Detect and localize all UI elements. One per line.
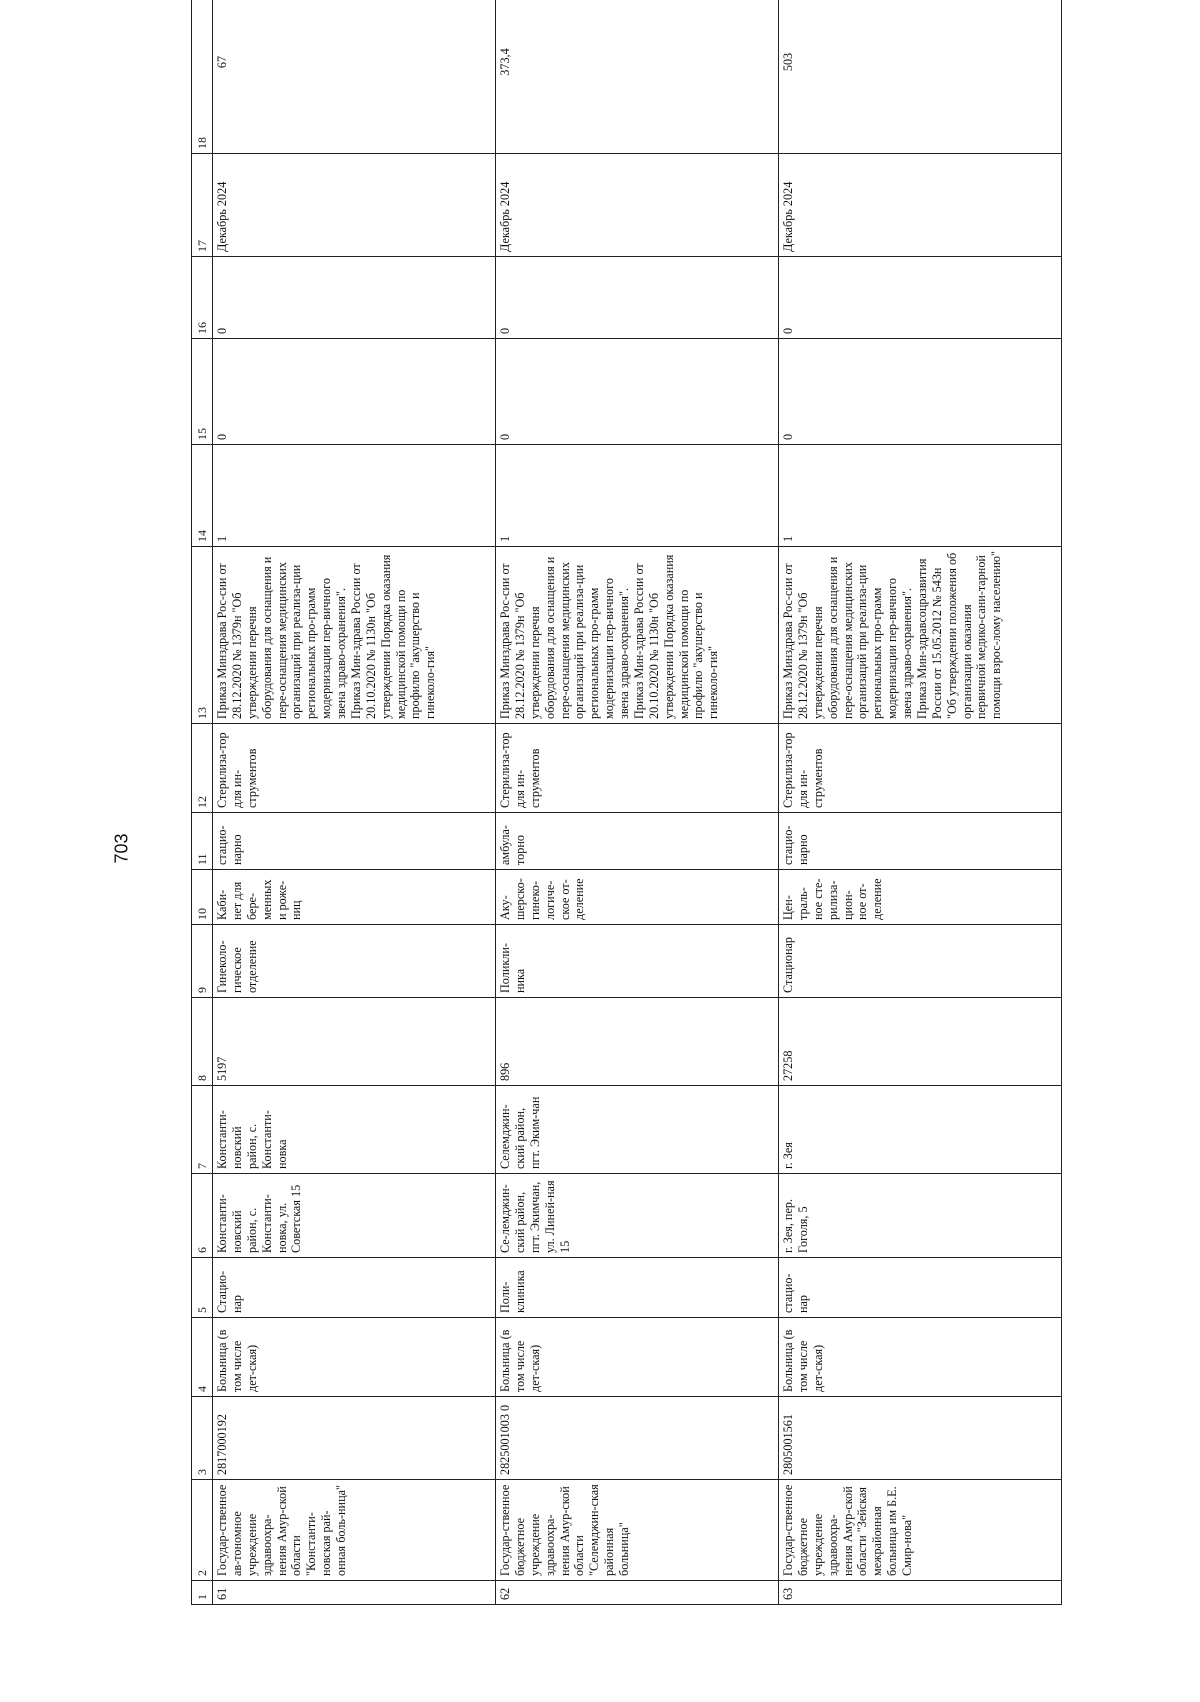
col-header: 1 <box>192 1581 213 1605</box>
cell-room: Аку-шерско-гинеко-логиче-ское от-деление <box>496 870 779 925</box>
table-row <box>779 0 1062 1605</box>
equipment-table <box>191 0 1062 1605</box>
cell-value-15: 0 <box>213 339 496 445</box>
col-header: 12 <box>192 724 213 813</box>
cell-amount: 503 <box>779 0 1062 154</box>
cell-inn: 2825001003 0 <box>496 1397 779 1480</box>
cell-quantity: 1 <box>496 445 779 547</box>
col-header: 16 <box>192 257 213 339</box>
cell-unit-type: Поли-клиника <box>496 1258 779 1318</box>
cell-deadline: Декабрь 2024 <box>213 154 496 257</box>
cell-row-number: 63 <box>779 1581 1062 1605</box>
col-header: 6 <box>192 1174 213 1258</box>
col-header: 9 <box>192 925 213 998</box>
cell-facility-type: Больница (в том числе дет-ская) <box>213 1318 496 1397</box>
col-header: 10 <box>192 870 213 925</box>
cell-inn: 2817000192 <box>213 1397 496 1480</box>
cell-population: 27258 <box>779 998 1062 1086</box>
cell-deadline: Декабрь 2024 <box>779 154 1062 257</box>
cell-amount: 373,4 <box>496 0 779 154</box>
cell-inn: 2805001561 <box>779 1397 1062 1480</box>
cell-value-16: 0 <box>213 257 496 339</box>
cell-address: г. Зея, пер. Гоголя, 5 <box>779 1174 1062 1258</box>
col-header: 3 <box>192 1397 213 1480</box>
col-header: 17 <box>192 154 213 257</box>
cell-population: 5197 <box>213 998 496 1086</box>
cell-address: Константи-новский район, с. Константи-новка, ул. Советская 15 <box>213 1174 496 1258</box>
col-header: 15 <box>192 339 213 445</box>
page-number: 703 <box>111 833 132 864</box>
col-header: 7 <box>192 1086 213 1174</box>
cell-room: Каби-нет для бере-менных и роже-ниц <box>213 870 496 925</box>
table-row <box>496 0 779 1605</box>
cell-care-form: амбула-торно <box>496 813 779 870</box>
cell-organization: Государ-ственное ав-тономное учреждение здравоохра-нения Амур-ской области "Константи-новская рай-онная боль-ница" <box>213 1480 496 1581</box>
cell-regulation: Приказ Минздрава Рос-сии от 28.12.2020 № 1379н "Об утверждении перечня оборудования для оснащения и пере-оснащения медицинских организаций при реализа-ции региональных про-грамм модернизации пер-вичного звена здраво-охранения". Приказ Мин-здравсоцразвития России от 15.05.2012 № 543н "Об утверждении положения об организации оказания первичной медико-сани-тарной помощи взрос-лому населению" <box>779 547 1062 724</box>
equipment-table-rotated <box>191 48 1056 1605</box>
cell-division: Гинеколо-гическое отделение <box>213 925 496 998</box>
cell-division: Стационар <box>779 925 1062 998</box>
cell-room: Цен-траль-ное сте-рилиза-цион-ное от-деление <box>779 870 1062 925</box>
col-header: 4 <box>192 1318 213 1397</box>
cell-unit-type: Стацио-нар <box>213 1258 496 1318</box>
col-header: 8 <box>192 998 213 1086</box>
cell-unit-type: стацио-нар <box>779 1258 1062 1318</box>
cell-equipment: Стерилиза-тор для ин-струментов <box>779 724 1062 813</box>
cell-regulation: Приказ Минздрава Рос-сии от 28.12.2020 № 1379н "Об утверждении перечня оборудования для оснащения и пере-оснащения медицинских организаций при реализа-ции региональных про-грамм модернизации пер-вичного звена здраво-охранения". Приказ Мин-здрава России от 20.10.2020 № 1130н "Об утверждении Порядка оказания медицинской помощи по профилю "акушерство и гинеколо-гия" <box>496 547 779 724</box>
cell-locality: г. Зея <box>779 1086 1062 1174</box>
cell-equipment: Стерилиза-тор для ин-струментов <box>213 724 496 813</box>
cell-care-form: стацио-нарно <box>779 813 1062 870</box>
col-header: 2 <box>192 1480 213 1581</box>
cell-care-form: стацио-нарно <box>213 813 496 870</box>
cell-deadline: Декабрь 2024 <box>496 154 779 257</box>
cell-value-16: 0 <box>779 257 1062 339</box>
cell-division: Поликли-ника <box>496 925 779 998</box>
cell-organization: Государ-ственное бюджетное учреждение здравоохра-нения Амур-ской области "Селемджин-ская районная больница" <box>496 1480 779 1581</box>
col-header: 14 <box>192 445 213 547</box>
cell-equipment: Стерилиза-тор для ин-струментов <box>496 724 779 813</box>
col-header: 5 <box>192 1258 213 1318</box>
cell-locality: Селемджин-ский район, пгт. Эким-чан <box>496 1086 779 1174</box>
cell-regulation: Приказ Минздрава Рос-сии от 28.12.2020 № 1379н "Об утверждении перечня оборудования для оснащения и пере-оснащения медицинских организаций при реализа-ции региональных про-грамм модернизации пер-вичного звена здраво-охранения". Приказ Мин-здрава России от 20.10.2020 № 1130н "Об утверждении Порядка оказания медицинской помощи по профилю "акушерство и гинеколо-гия" <box>213 547 496 724</box>
cell-quantity: 1 <box>779 445 1062 547</box>
cell-value-15: 0 <box>496 339 779 445</box>
cell-amount: 67 <box>213 0 496 154</box>
cell-address: Се-лемджин-ский район, пгт. Экимчан, ул. Линей-ная 15 <box>496 1174 779 1258</box>
cell-locality: Константи-новский район, с. Константи-новка <box>213 1086 496 1174</box>
cell-row-number: 61 <box>213 1581 496 1605</box>
col-header: 11 <box>192 813 213 870</box>
cell-population: 896 <box>496 998 779 1086</box>
cell-organization: Государ-ственное бюджетное учреждение здравоохра-нения Амур-ской области "Зейская межрайонная больница им Б.Е. Смир-нова" <box>779 1480 1062 1581</box>
col-header: 13 <box>192 547 213 724</box>
header-row <box>192 0 213 1605</box>
col-header: 18 <box>192 0 213 154</box>
table-row <box>213 0 496 1605</box>
cell-quantity: 1 <box>213 445 496 547</box>
cell-value-15: 0 <box>779 339 1062 445</box>
cell-facility-type: Больница (в том числе дет-ская) <box>779 1318 1062 1397</box>
cell-value-16: 0 <box>496 257 779 339</box>
cell-facility-type: Больница (в том числе дет-ская) <box>496 1318 779 1397</box>
cell-row-number: 62 <box>496 1581 779 1605</box>
